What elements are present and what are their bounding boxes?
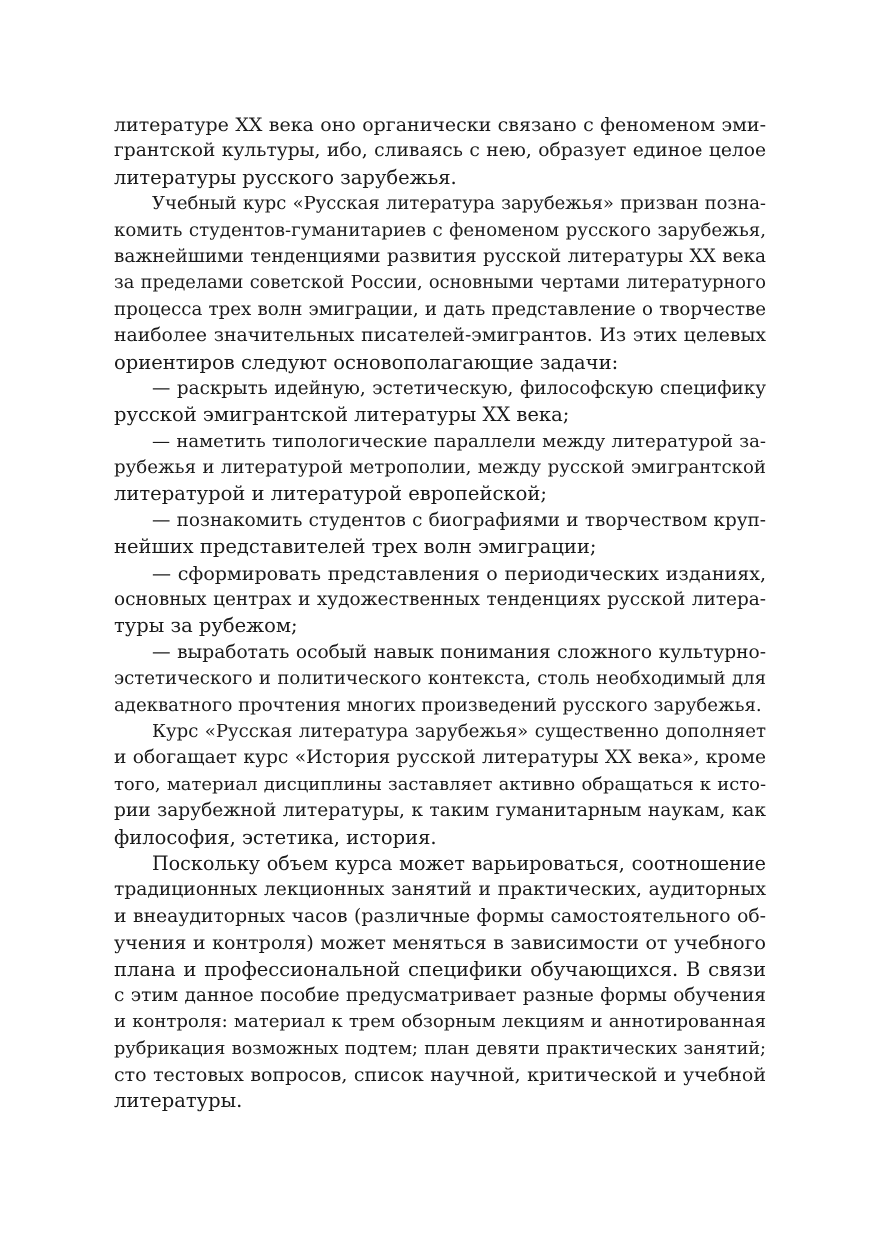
- text-line: сто тестовых вопросов, список научной, критической и учебной: [114, 1064, 766, 1087]
- text-line: того, материал дисциплины заставляет активно обращаться к исто-: [114, 773, 766, 795]
- text-line: литературе ХХ века оно органически связано с феноменом эми-: [114, 114, 766, 136]
- text-line: грантской культуры, ибо, сливаясь с нею, образует единое целое: [114, 140, 766, 162]
- text-line: — выработать особый навык понимания сложного культурно-: [152, 641, 766, 663]
- text-line: рии зарубежной литературы, к таким гуманитарным наукам, как: [114, 800, 766, 822]
- text-line: с этим данное пособие предусматривает разные формы обучения: [114, 984, 766, 1006]
- paragraph-intro-continuation: [114, 112, 766, 191]
- text-line: процесса трех волн эмиграции, и дать представление о творчестве: [114, 298, 766, 320]
- text-line: плана и профессиональной специфики обучающихся. В связи: [114, 957, 766, 981]
- text-line: Учебный курс «Русская литература зарубежья» призван позна-: [152, 193, 766, 215]
- text-line: наиболее значительных писателей-эмигрантов. Из этих целевых: [114, 325, 766, 347]
- text-line: комить студентов-гуманитариев с феноменом русского зарубежья,: [114, 219, 766, 241]
- text-line: нейших представителей трех волн эмиграции;: [114, 535, 597, 559]
- text-line: русской эмигрантской литературы ХХ века;: [114, 403, 570, 427]
- text-line: важнейшими тенденциями развития русской литературы ХХ века: [114, 245, 766, 267]
- text-line: — раскрыть идейную, эстетическую, философскую специфику: [152, 377, 766, 399]
- text-line: и обогащает курс «История русской литературы ХХ века», кроме: [114, 747, 766, 769]
- paragraph-course-structure: [114, 851, 766, 1115]
- text-line: эстетического и политического контекста, столь необходимый для: [114, 668, 766, 690]
- text-line: литературой и литературой европейской;: [114, 482, 547, 506]
- text-line: ориентиров следуют основополагающие задачи:: [114, 350, 619, 374]
- text-line: традиционных лекционных занятий и практических, аудиторных: [114, 879, 766, 901]
- text-line: Поскольку объем курса может варьироваться, соотношение: [152, 851, 766, 875]
- text-line: основных центрах и художественных тенденциях русской литера-: [114, 589, 766, 611]
- paragraph-course-relation: [114, 719, 766, 851]
- text-line: туры за рубежом;: [114, 614, 298, 638]
- text-line: — познакомить студентов с биографиями и творчеством круп-: [152, 509, 766, 531]
- paragraph-task-5: [114, 640, 766, 719]
- text-line: и внеаудиторных часов (различные формы самостоятельного об-: [114, 905, 766, 927]
- text-line: Курс «Русская литература зарубежья» существенно дополняет: [152, 720, 766, 742]
- text-line: за пределами советской России, основными чертами литературного: [114, 272, 766, 294]
- text-line: философия, эстетика, история.: [114, 825, 437, 849]
- text-line: литературы русского зарубежья.: [114, 165, 457, 189]
- paragraph-task-4: [114, 561, 766, 640]
- text-line: литературы.: [114, 1089, 243, 1113]
- paragraph-course-purpose: [114, 191, 766, 376]
- text-line: учения и контроля) может меняться в зависимости от учебного: [114, 932, 766, 955]
- paragraph-task-2: [114, 429, 766, 508]
- text-line: рубежья и литературой метрополии, между русской эмигрантской: [114, 457, 766, 479]
- text-line: рубрикация возможных подтем; план девяти практических занятий;: [114, 1038, 766, 1059]
- document-page: [114, 112, 766, 1115]
- text-line: — сформировать представления о периодических изданиях,: [152, 562, 766, 585]
- text-line: адекватного прочтения многих произведений русского зарубежья.: [114, 694, 762, 716]
- paragraph-task-1: [114, 376, 766, 429]
- text-line: и контроля: материал к трем обзорным лекциям и аннотированная: [114, 1011, 766, 1033]
- text-line: — наметить типологические параллели между литературой за-: [152, 430, 766, 452]
- paragraph-task-3: [114, 508, 766, 561]
